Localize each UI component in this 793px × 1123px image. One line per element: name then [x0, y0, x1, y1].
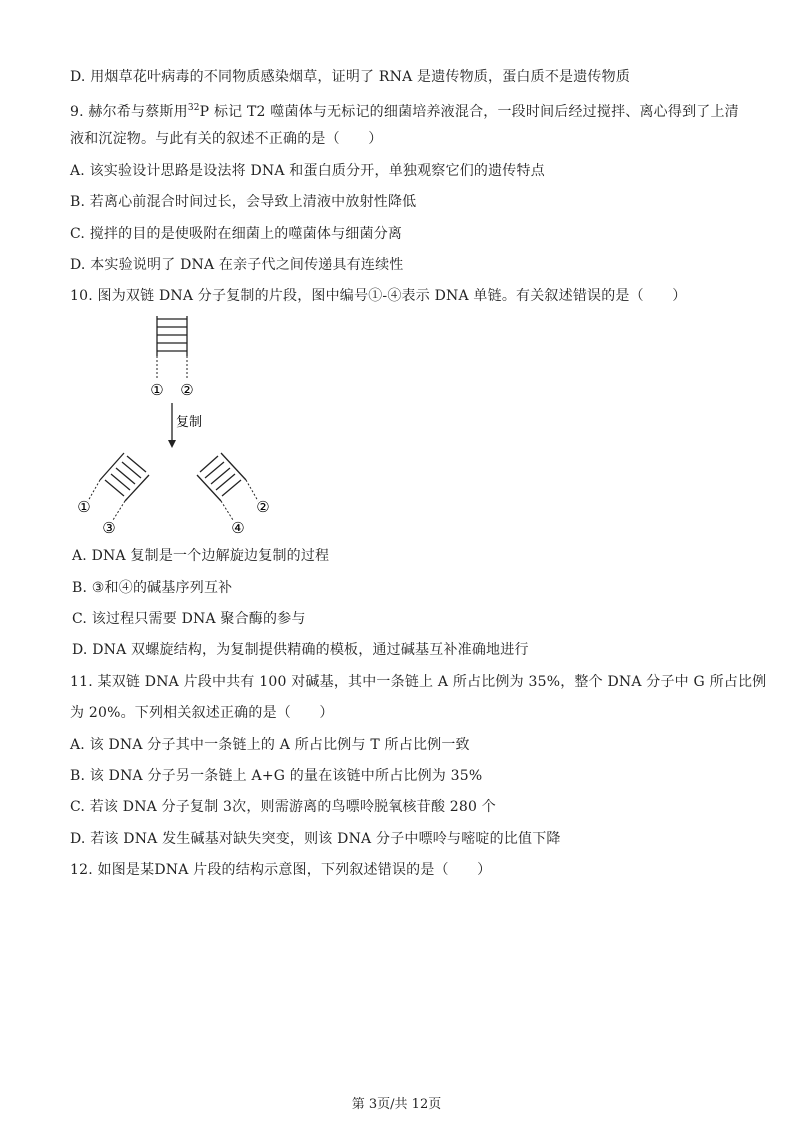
- q9-stem-post: P 标记 T2 噬菌体与无标记的细菌培养液混合，一段时间后经过搅拌、离心得到了上清: [199, 104, 739, 120]
- q11-option-c: C. 若该 DNA 分子复制 3次，则需游离的鸟嘌呤脱氧核苷酸 280 个: [70, 799, 496, 815]
- replication-arrow: [168, 403, 176, 448]
- q11-option-b: B. 该 DNA 分子另一条链上 A+G 的量在该链中所占比例为 35%: [70, 768, 483, 784]
- q9-stem-pre: 9. 赫尔希与蔡斯用: [70, 104, 188, 120]
- top-strand-2-label: ②: [180, 381, 194, 399]
- replication-label: 复制: [176, 415, 203, 430]
- q12-stem: 12. 如图是某DNA 片段的结构示意图，下列叙述错误的是（ ）: [70, 862, 492, 878]
- q10-option-b: B. ③和④的碱基序列互补: [72, 580, 233, 596]
- q11-stem-line1: 11. 某双链 DNA 片段中共有 100 对碱基，其中一条链上 A 所占比例为 35%，整个 DNA 分子中 G 所占比例: [70, 674, 767, 690]
- q9-option-a: A. 该实验设计思路是设法将 DNA 和蛋白质分开，单独观察它们的遗传特点: [70, 163, 545, 179]
- q10-option-c: C. 该过程只需要 DNA 聚合酶的参与: [72, 611, 306, 627]
- q8-option-d: D. 用烟草花叶病毒的不同物质感染烟草，证明了 RNA 是遗传物质，蛋白质不是遗传物质: [70, 69, 631, 85]
- q9-option-c: C. 搅拌的目的是使吸附在细菌上的噬菌体与细菌分离: [70, 226, 403, 242]
- top-strand-1-label: ①: [150, 381, 164, 399]
- q11-option-d: D. 若该 DNA 发生碱基对缺失突变，则该 DNA 分子中嘌呤与嘧啶的比值下降: [70, 831, 561, 847]
- q9-option-b: B. 若离心前混合时间过长，会导致上清液中放射性降低: [70, 194, 417, 210]
- q10-stem: 10. 图为双链 DNA 分子复制的片段，图中编号①-④表示 DNA 单链。有关叙述错误的是（ ）: [70, 288, 687, 304]
- q9-option-d: D. 本实验说明了 DNA 在亲子代之间传递具有连续性: [70, 257, 404, 273]
- daughter-dna-right-ladder: [197, 453, 246, 501]
- q11-stem-line2: 为 20%。下列相关叙述正确的是（ ）: [70, 705, 334, 721]
- q11-option-a: A. 该 DNA 分子其中一条链上的 A 所占比例与 T 所占比例一致: [70, 737, 470, 753]
- bottom-right-strand-4-label: ④: [231, 519, 245, 537]
- dna-replication-diagram: [60, 308, 300, 548]
- bottom-left-strand-1-label: ①: [77, 498, 91, 516]
- q10-option-a: A. DNA 复制是一个边解旋边复制的过程: [72, 548, 330, 564]
- q10-option-d: D. DNA 双螺旋结构，为复制提供精确的模板，通过碱基互补准确地进行: [72, 642, 529, 658]
- q9-stem-line2: 液和沉淀物。与此有关的叙述不正确的是（ ）: [70, 131, 383, 147]
- q9-stem-line1: [70, 97, 739, 123]
- parent-dna-ladder: [157, 316, 187, 356]
- daughter-dna-left-ladder: [100, 453, 149, 501]
- bottom-right-strand-2-label: ②: [256, 498, 270, 516]
- q9-stem-superscript: 32: [187, 103, 200, 113]
- page-number: 第 3页/共 12页: [351, 1097, 442, 1112]
- bottom-left-strand-3-label: ③: [102, 519, 116, 537]
